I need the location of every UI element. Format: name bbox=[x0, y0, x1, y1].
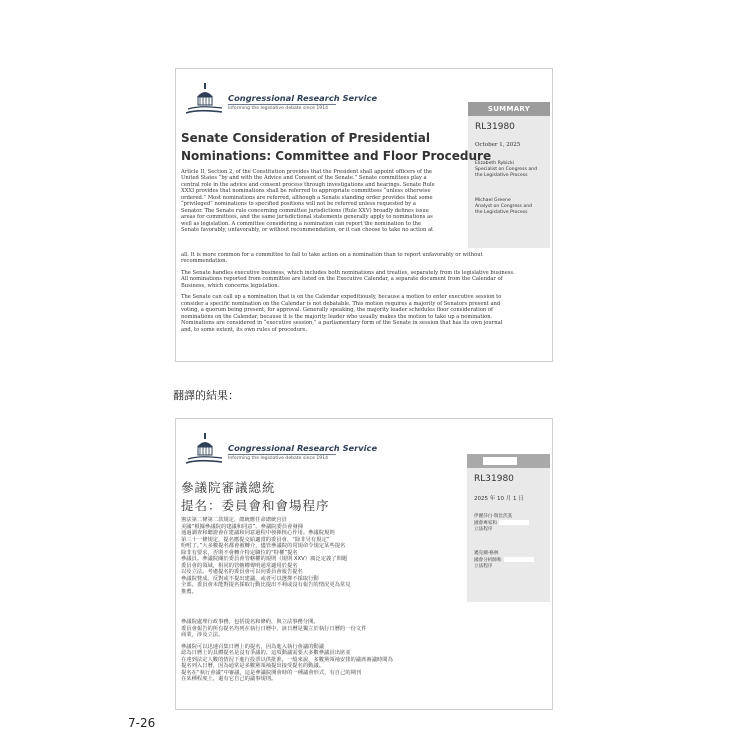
body-text-full bbox=[181, 619, 551, 688]
author-2-role-line1: Analyst on Congress and bbox=[475, 204, 533, 209]
original-document-page bbox=[175, 68, 553, 362]
body-text-column bbox=[181, 517, 463, 601]
author-1-role-line1: 國會專家和 bbox=[474, 521, 497, 526]
paragraph-3: 參議院可以迅速召集日曆上的提名，因為進入執行會議的動議 認為日曆上的具體提名是沒有爭議的。這項動議需要大多數參議員出席並 在達到法定人數的情況下進行投票以供批准。一般來說，多數黨領袖安排的議席審議時間為 提名列入日曆，因為通常是多數黨領袖提出接受提名的動議。 提名在“執行會議”中審議，這是參議院開會時的一種議會形式，有自己的期刊 在某種程度上，還有它自己的議事規則。 bbox=[181, 643, 393, 683]
author-2-role-line1: 國會分析師和 bbox=[474, 558, 502, 563]
author-2 bbox=[474, 551, 534, 570]
translation-caption: 翻譯的結果： bbox=[173, 389, 239, 402]
author-2-name: Michael Greene bbox=[475, 198, 511, 203]
summary-label: SUMMARY bbox=[468, 102, 550, 116]
author-2-name: 邁克爾·格林 bbox=[474, 551, 499, 556]
org-name: Congressional Research Service bbox=[228, 93, 378, 103]
org-name: Congressional Research Service bbox=[228, 443, 378, 453]
report-date: 2025 年 10 月 1 日 bbox=[474, 496, 524, 502]
report-date: October 1, 2025 bbox=[475, 142, 521, 148]
org-tagline: Informing the legislative debate since 1914 bbox=[228, 104, 336, 111]
title-line-2: Nominations: Committee and Floor Procedure bbox=[181, 149, 492, 163]
author-1-name: 伊麗莎白·瑞比茨基 bbox=[474, 514, 513, 519]
body-text-column bbox=[181, 169, 467, 239]
paragraph-3: The Senate can call up a nomination that is on the Calendar expeditiously, because a motion to enter executive session to consider a specific nomination on the Calendar is not debatable. This motion requires a majority of Senators present and voting, a quorum being present, for approval. Generally speaking, the majority leader schedules floor consideration of nominations on the Calendar, because it is the majority leader who usually makes the motion to take up a nomination. Nominations are considered in “executive session,” a parliamentary form of the Senate in session that has its own journal and, to some extent, its own rules of procedure. bbox=[181, 294, 503, 333]
summary-label-blank bbox=[467, 454, 550, 468]
capitol-dome-icon bbox=[184, 429, 224, 465]
report-id: RL31980 bbox=[475, 122, 515, 132]
redaction-box bbox=[499, 520, 529, 525]
body-text-full bbox=[181, 252, 549, 338]
author-1-role-line1: Specialist on Congress and bbox=[475, 167, 538, 172]
author-2-role-line2: the Legislative Process bbox=[475, 210, 528, 215]
author-2-role-line2: 立法程序 bbox=[474, 564, 493, 569]
page-number: 7-26 bbox=[128, 716, 156, 730]
author-1 bbox=[474, 514, 529, 533]
document-title bbox=[181, 479, 330, 515]
paragraph-2: 參議院處理行政事務，包括提名和條約，與立法事務分開。 委員會報告的所有提名均列在執行日曆中，該日曆是獨立於執行日曆的一份文件 商業，涉及立法。 bbox=[181, 619, 367, 639]
redaction-box bbox=[504, 557, 534, 562]
document-title bbox=[181, 129, 491, 165]
org-tagline: Informing the legislative debate since 1914 bbox=[228, 454, 336, 461]
crs-logo bbox=[184, 429, 384, 467]
paragraph-1-lines: 憲法第二條第二款規定，總統應任命總統官員 美國“根據參議院的建議和同意”。參議院委員會發揮 通過調查和聽證會在建議和同意過程中發揮核心作用。參議院規則 第三十一條規定，提名應提交給適當的委員會，“除非另有規定” 吩咐了。”大多數提名都會被轉介，儘管參議院的常規命令規定某些提名 除非有要求，否則不會轉介特定職位的“特權”提名 參議員。參議院關於委員會管轄權的規則（規則 XXV）廣泛定義了問題 委員會的領域，相同的管轄權聲明通常適用於提名 以及立法。考慮提名的委員會可以向委員會報告提名 參議院贊成、反對或不提出建議，或者可以選擇不採取行動 全部。委員會未能對提名採取行動比提出不利或沒有報告的情況更為常見 推薦。 bbox=[181, 517, 351, 596]
crs-logo bbox=[184, 79, 384, 117]
title-line-2: 提名：委員會和會場程序 bbox=[181, 498, 330, 513]
paragraph-2: The Senate handles executive business, which includes both nominations and treaties, separately from its legislative business. All nominations reported from committee are listed on the Executive Calendar, a separate document from the Calendar of Business, which concerns legislation. bbox=[181, 269, 515, 289]
capitol-dome-icon bbox=[184, 79, 224, 115]
paragraph-1-tail: all. It is more common for a committee to fail to take action on a nomination than to report unfavorably or without recommendation. bbox=[181, 252, 483, 265]
title-line-1: 參議院審議總統 bbox=[181, 480, 276, 495]
title-line-1: Senate Consideration of Presidential bbox=[181, 131, 430, 145]
author-1-name: Elizabeth Rybicki bbox=[475, 161, 514, 166]
translated-document-page bbox=[175, 418, 553, 710]
summary-sidebar bbox=[468, 102, 550, 248]
summary-sidebar bbox=[467, 454, 550, 602]
paragraph-1-lines: Article II, Section 2, of the Constitution provides that the President shall appoint officers of the United States “by and with the Advice and Consent of the Senate.” Senate committees play a central role in the advice and consent process through investigations and hearings. Senate Rule XXXI provides that nominations shall be referred to appropriate committees “unless otherwise ordered.” Most nominations are referred, although a Senate standing order provides that some “privileged” nominations to specified positions will not be referred unless requested by a Senator. The Senate rule concerning committee jurisdictions (Rule XXV) broadly defines issue areas for committees, and the same jurisdictional statements generally apply to nominations as well as legislation. A committee considering a nomination can report the nomination to the Senate favorably, unfavorably, or without recommendation, or it can choose to take no action at bbox=[181, 169, 435, 234]
author-1-role-line2: the Legislative Process bbox=[475, 173, 528, 178]
report-id: RL31980 bbox=[474, 474, 514, 484]
author-2 bbox=[475, 198, 532, 216]
author-1-role-line2: 立法程序 bbox=[474, 527, 493, 532]
